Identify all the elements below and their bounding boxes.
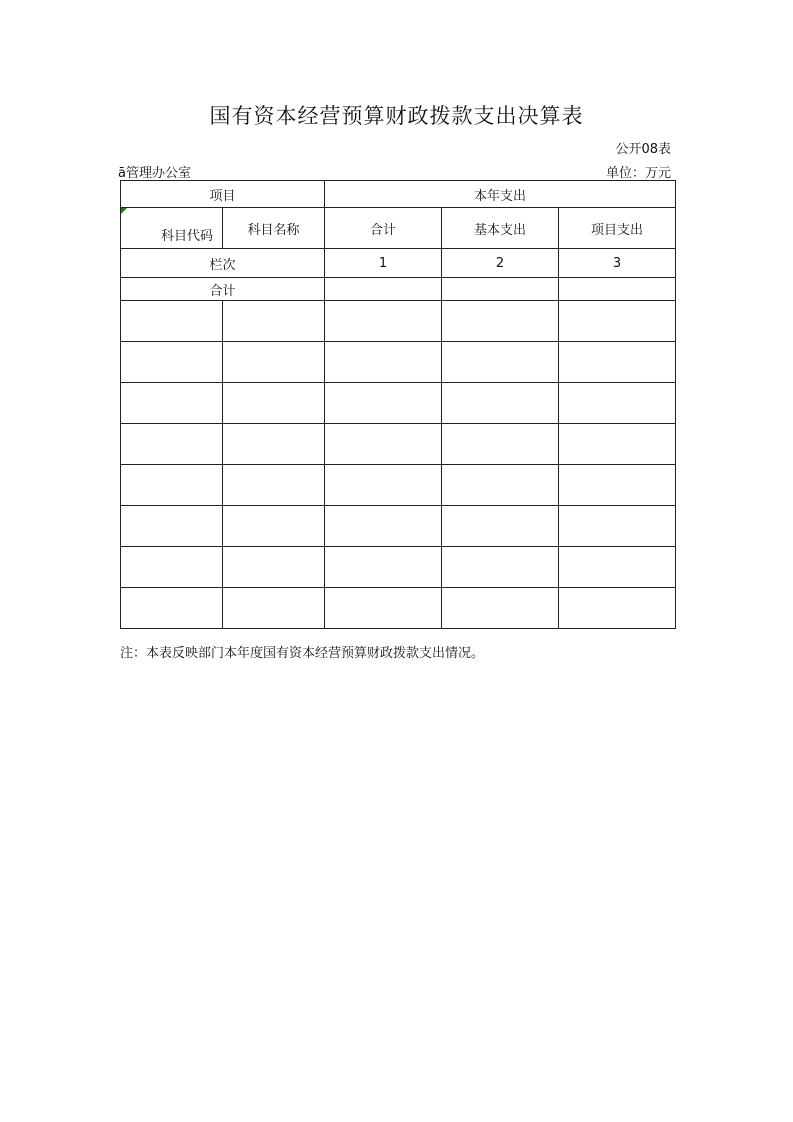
table-cell xyxy=(442,506,559,547)
form-code: 公开08表 xyxy=(615,142,671,157)
table-cell xyxy=(559,301,676,342)
table-row xyxy=(121,547,676,588)
table-cell xyxy=(442,342,559,383)
table-cell xyxy=(559,465,676,506)
table-cell xyxy=(559,342,676,383)
table-cell xyxy=(223,547,325,588)
header-row-2 xyxy=(121,208,676,249)
total-row xyxy=(121,278,676,301)
table-row xyxy=(121,465,676,506)
table-cell xyxy=(121,547,223,588)
index-row xyxy=(121,249,676,278)
table-cell xyxy=(325,547,442,588)
col-name-header: 科目名称 xyxy=(223,208,325,249)
index-label: 栏次 xyxy=(121,249,325,278)
table-cell xyxy=(442,547,559,588)
total-label: 合计 xyxy=(121,278,325,301)
table-cell xyxy=(121,424,223,465)
total-cell xyxy=(442,278,559,301)
unit-name: ā管理办公室 xyxy=(118,166,191,181)
cell-marker-icon xyxy=(121,208,127,214)
total-cell xyxy=(325,278,442,301)
table-cell xyxy=(223,465,325,506)
table-cell xyxy=(223,588,325,629)
table-cell xyxy=(121,465,223,506)
table-cell xyxy=(223,506,325,547)
table-cell xyxy=(223,342,325,383)
table-cell xyxy=(223,424,325,465)
index-2: 2 xyxy=(442,249,559,278)
table-cell xyxy=(325,301,442,342)
footnote: 注：本表反映部门本年度国有资本经营预算财政拨款支出情况。 xyxy=(120,646,485,661)
table-cell xyxy=(325,465,442,506)
table-cell xyxy=(325,342,442,383)
table-cell xyxy=(442,383,559,424)
table-cell xyxy=(442,424,559,465)
table-cell xyxy=(121,342,223,383)
expenditure-table xyxy=(120,180,676,629)
table-cell xyxy=(121,588,223,629)
table-cell xyxy=(442,465,559,506)
total-cell xyxy=(559,278,676,301)
table-cell xyxy=(121,383,223,424)
header-row-1 xyxy=(121,181,676,208)
unit-label: 单位：万元 xyxy=(605,166,671,181)
table-cell xyxy=(559,424,676,465)
table-cell xyxy=(442,588,559,629)
index-1: 1 xyxy=(325,249,442,278)
col-project-header: 项目支出 xyxy=(559,208,676,249)
table-cell xyxy=(559,506,676,547)
table-cell xyxy=(325,424,442,465)
col-code-header xyxy=(121,208,223,249)
table-row xyxy=(121,383,676,424)
header-item: 项目 xyxy=(121,181,325,208)
table-cell xyxy=(325,506,442,547)
table-row xyxy=(121,342,676,383)
table-cell xyxy=(223,301,325,342)
page-title: 国有资本经营预算财政拨款支出决算表 xyxy=(209,104,584,128)
table-cell xyxy=(325,383,442,424)
table-cell xyxy=(121,301,223,342)
table-cell xyxy=(442,301,559,342)
table-cell xyxy=(559,588,676,629)
table-cell xyxy=(559,383,676,424)
table-cell xyxy=(559,547,676,588)
table-row xyxy=(121,301,676,342)
col-total-header: 合计 xyxy=(325,208,442,249)
table-cell xyxy=(325,588,442,629)
table-row xyxy=(121,506,676,547)
col-code-label: 科目代码 xyxy=(161,229,214,244)
col-basic-header: 基本支出 xyxy=(442,208,559,249)
table-cell xyxy=(121,506,223,547)
header-expense: 本年支出 xyxy=(325,181,676,208)
index-3: 3 xyxy=(559,249,676,278)
table-row xyxy=(121,588,676,629)
table-cell xyxy=(223,383,325,424)
table-row xyxy=(121,424,676,465)
